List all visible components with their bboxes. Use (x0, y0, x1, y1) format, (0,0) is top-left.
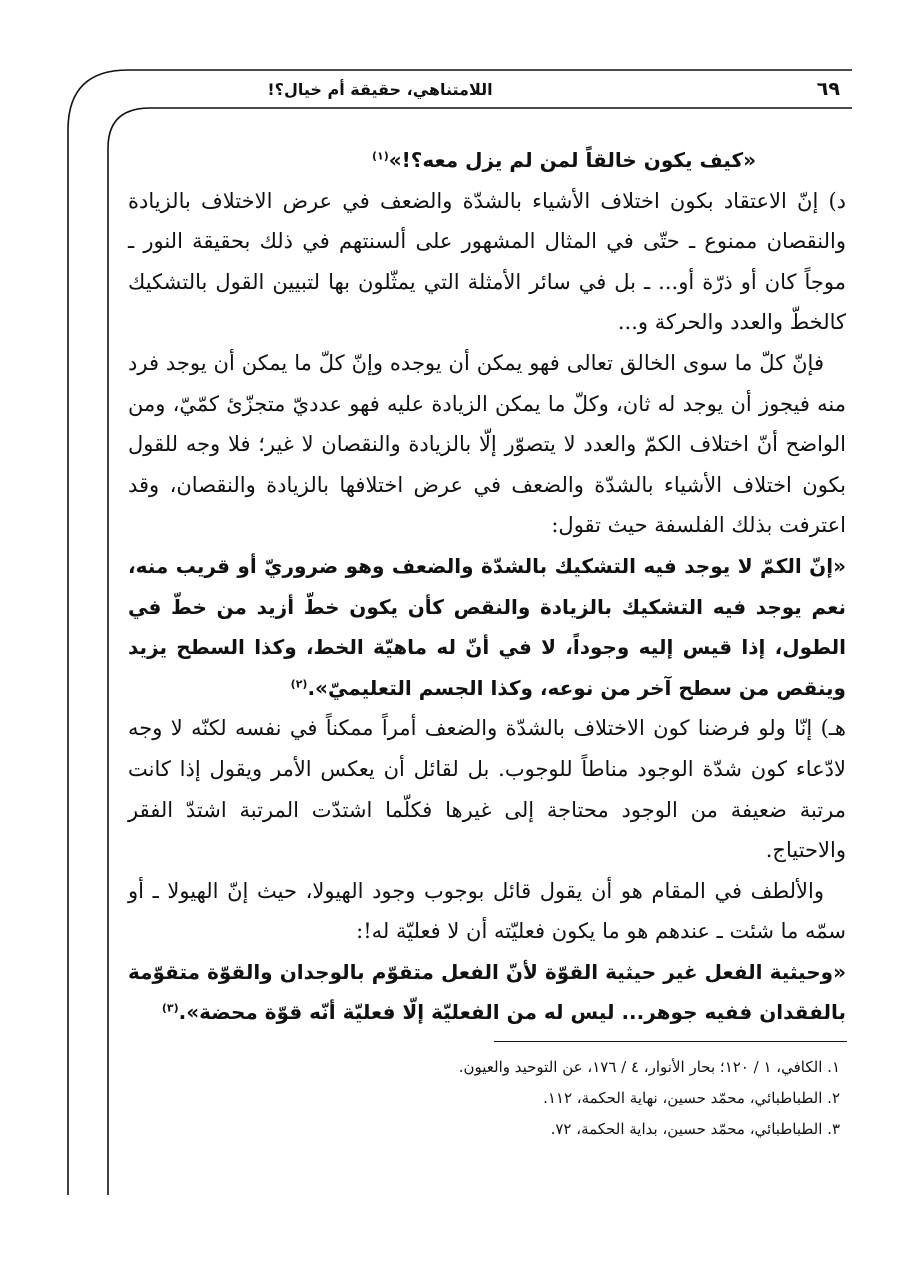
footnote-3: ٣. الطباطبائي، محمّد حسين، بداية الحكمة، ٧٢. (550, 1120, 840, 1138)
page-number: ٦٩ (816, 78, 840, 100)
footnote-2: ٢. الطباطبائي، محمّد حسين، نهاية الحكمة، ١١٢. (543, 1089, 840, 1107)
block-quote-quantity: «إنّ الكمّ لا يوجد فيه التشكيك بالشدّة والضعف وهو ضروريّ أو قريب منه، نعم يوجد فيه التشكيك بالزيادة والنقص كأن يكون خطّ أزيد من خطّ في الطول، إذا قيس إليه وجوداً، لا في أنّ له ماهيّة الخط، وكذا السطح يزيد وينقص من سطح آخر من نوعه، وكذا الجسم التعليميّ».$^{(٢)}$ (128, 553, 846, 700)
paragraph-main: فإنّ كلّ ما سوى الخالق تعالى فهو يمكن أن يوجده وإنّ كلّ ما يمكن أن يوجد فرد منه فيجوز أن يوجد له ثان، وكلّ ما يمكن الزيادة عليه فهو عدديّ متجزّئ كمّيّ، ومن الواضح أنّ اختلاف الكمّ والعدد لا يتصوّر إلّا بالزيادة والنقصان لا غير؛ فلا وجه للقول بكون اختلاف الأشياء بالشدّة والضعف في عرض اختلافها بالزيادة والنقصان، وقد اعترفت بذلك الفلسفة حيث تقول: (128, 350, 846, 538)
footnote-ref-3: (٣) (161, 1001, 179, 1015)
footnotes (300, 1052, 840, 1145)
paragraph-d: د) إنّ الاعتقاد بكون اختلاف الأشياء بالشدّة والضعف في عرض الاختلاف بالزيادة والنقصان ممنوع ـ حتّى في المثال المشهور على ألسنتهم في ذلك بحقيقة النور ـ موجاً كان أو ذرّة أو... ـ بل في سائر الأمثلة التي يمثّلون بها لتبيين القول بالتشكيك كالخطّ والعدد والحركة و... (128, 188, 846, 335)
main-text (128, 140, 846, 1033)
footnote-1: ١. الكافي، ١ / ١٢٠؛ بحار الأنوار، ٤ / ١٧٦، عن التوحيد والعيون. (458, 1058, 840, 1076)
opening-quote: «كيف يكون خالقاً لمن لم يزل معه؟!»$^{(١)}$ (371, 148, 756, 172)
running-title: اللامتناهي، حقيقة أم خيال؟! (267, 80, 493, 99)
footnote-ref-2: (٢) (290, 677, 308, 691)
paragraph-h: هـ) إنّا ولو فرضنا كون الاختلاف بالشدّة والضعف أمراً ممكناً في نفسه لكنّه لا وجه لادّعاء كون شدّة الوجود مناطاً للوجوب. بل لقائل أن يعكس الأمر ويقول إذا كانت مرتبة ضعيفة من الوجود محتاجة إلى غيرها فكلّما اشتدّت المرتبة اشتدّ الفقر والاحتياج. (128, 716, 846, 863)
footnote-separator (494, 1041, 847, 1042)
paragraph-hyle: والألطف في المقام هو أن يقول قائل بوجوب وجود الهيولا، حيث إنّ الهيولا ـ أو سمّه ما شئت ـ عندهم هو ما يكون فعليّته أن لا فعليّة له!: (128, 878, 846, 944)
block-quote-potency: «وحيثية الفعل غير حيثية القوّة لأنّ الفعل متقوّم بالوجدان والقوّة متقوّمة بالفقدان ففيه جوهر... ليس له من الفعليّة إلّا فعليّة أنّه قوّة محضة».$^{(٣)}$ (128, 959, 846, 1025)
footnote-ref-1: (١) (371, 149, 389, 163)
